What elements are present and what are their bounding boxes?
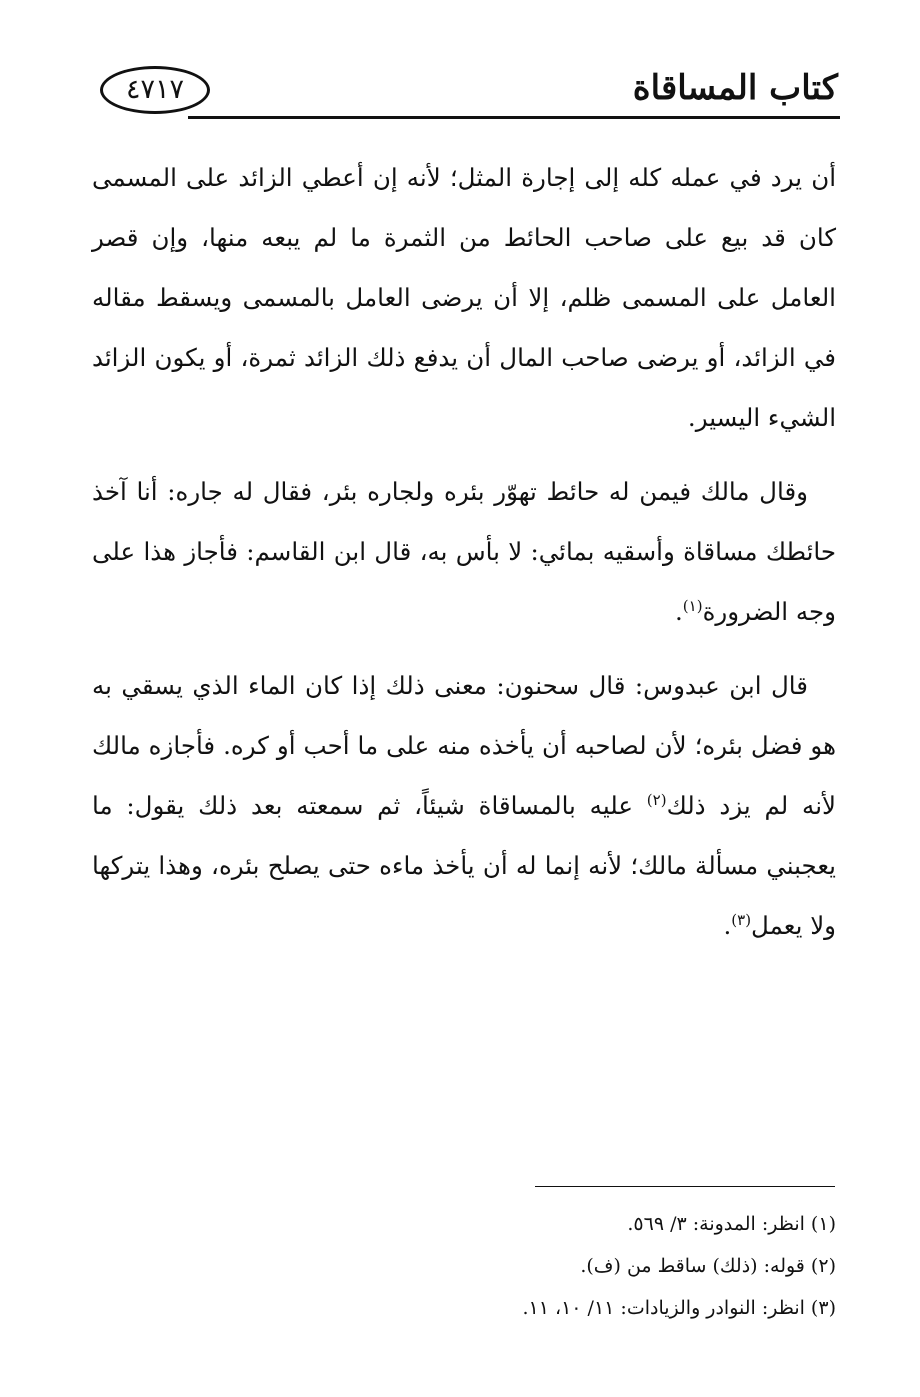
paragraph-3 <box>92 656 836 956</box>
paragraph-3-text-b: عليه بالمساقاة شيئاً، ثم سمعته بعد ذلك يقول: ما يعجبني مسألة مالك؛ لأنه إنما له أن يأخذ ماءه حتى يصلح بئره، وهذا يتركها ولا يعمل <box>92 791 836 940</box>
footnote-ref-2: (٢) <box>646 790 667 809</box>
footnote-ref-1: (١) <box>682 596 703 615</box>
paragraph-2-end: . <box>674 597 683 626</box>
footnote-1: (١) انظر: المدونة: ٣/ ٥٦٩. <box>627 1213 836 1235</box>
paragraph-3-end: . <box>723 911 732 940</box>
paragraph-1: أن يرد في عمله كله إلى إجارة المثل؛ لأنه إن أعطي الزائد على المسمى كان قد بيع على صاحب الحائط من الثمرة ما لم يبعه منها، وإن قصر العامل على المسمى ظلم، إلا أن يرضى العامل بالمسمى ويسقط مقاله في الزائد، أو يرضى صاحب المال أن يدفع ذلك الزائد ثمرة، أو يكون الزائد الشيء اليسير. <box>92 163 836 432</box>
page-number-badge: ٤٧١٧ <box>100 66 210 114</box>
chapter-title: كتاب المساقاة <box>632 68 838 108</box>
footnotes <box>92 1203 836 1329</box>
paragraph-2 <box>92 462 836 642</box>
header-rule <box>188 116 840 119</box>
paragraph-2-text: وقال مالك فيمن له حائط تهوّر بئره ولجاره بئر، فقال له جاره: أنا آخذ حائطك مساقاة وأسقيه بمائي: لا بأس به، قال ابن القاسم: فأجاز هذا على وجه الضرورة <box>92 477 836 626</box>
footnote-separator <box>535 1186 835 1187</box>
paragraph-3-text-a: قال ابن عبدوس: قال سحنون: معنى ذلك إذا كان الماء الذي يسقي به هو فضل بئره؛ لأن لصاحبه أن يأخذه منه على ما أحب أو كره. فأجازه مالك لأنه لم يزد ذلك <box>92 671 836 820</box>
footnote-2: (٢) قوله: (ذلك) ساقط من (ف). <box>580 1255 836 1277</box>
main-text <box>92 148 836 970</box>
footnote-3: (٣) انظر: النوادر والزيادات: ١١/ ١٠، ١١. <box>522 1297 836 1319</box>
page-header <box>92 62 840 124</box>
footnote-ref-3: (٣) <box>731 910 752 929</box>
